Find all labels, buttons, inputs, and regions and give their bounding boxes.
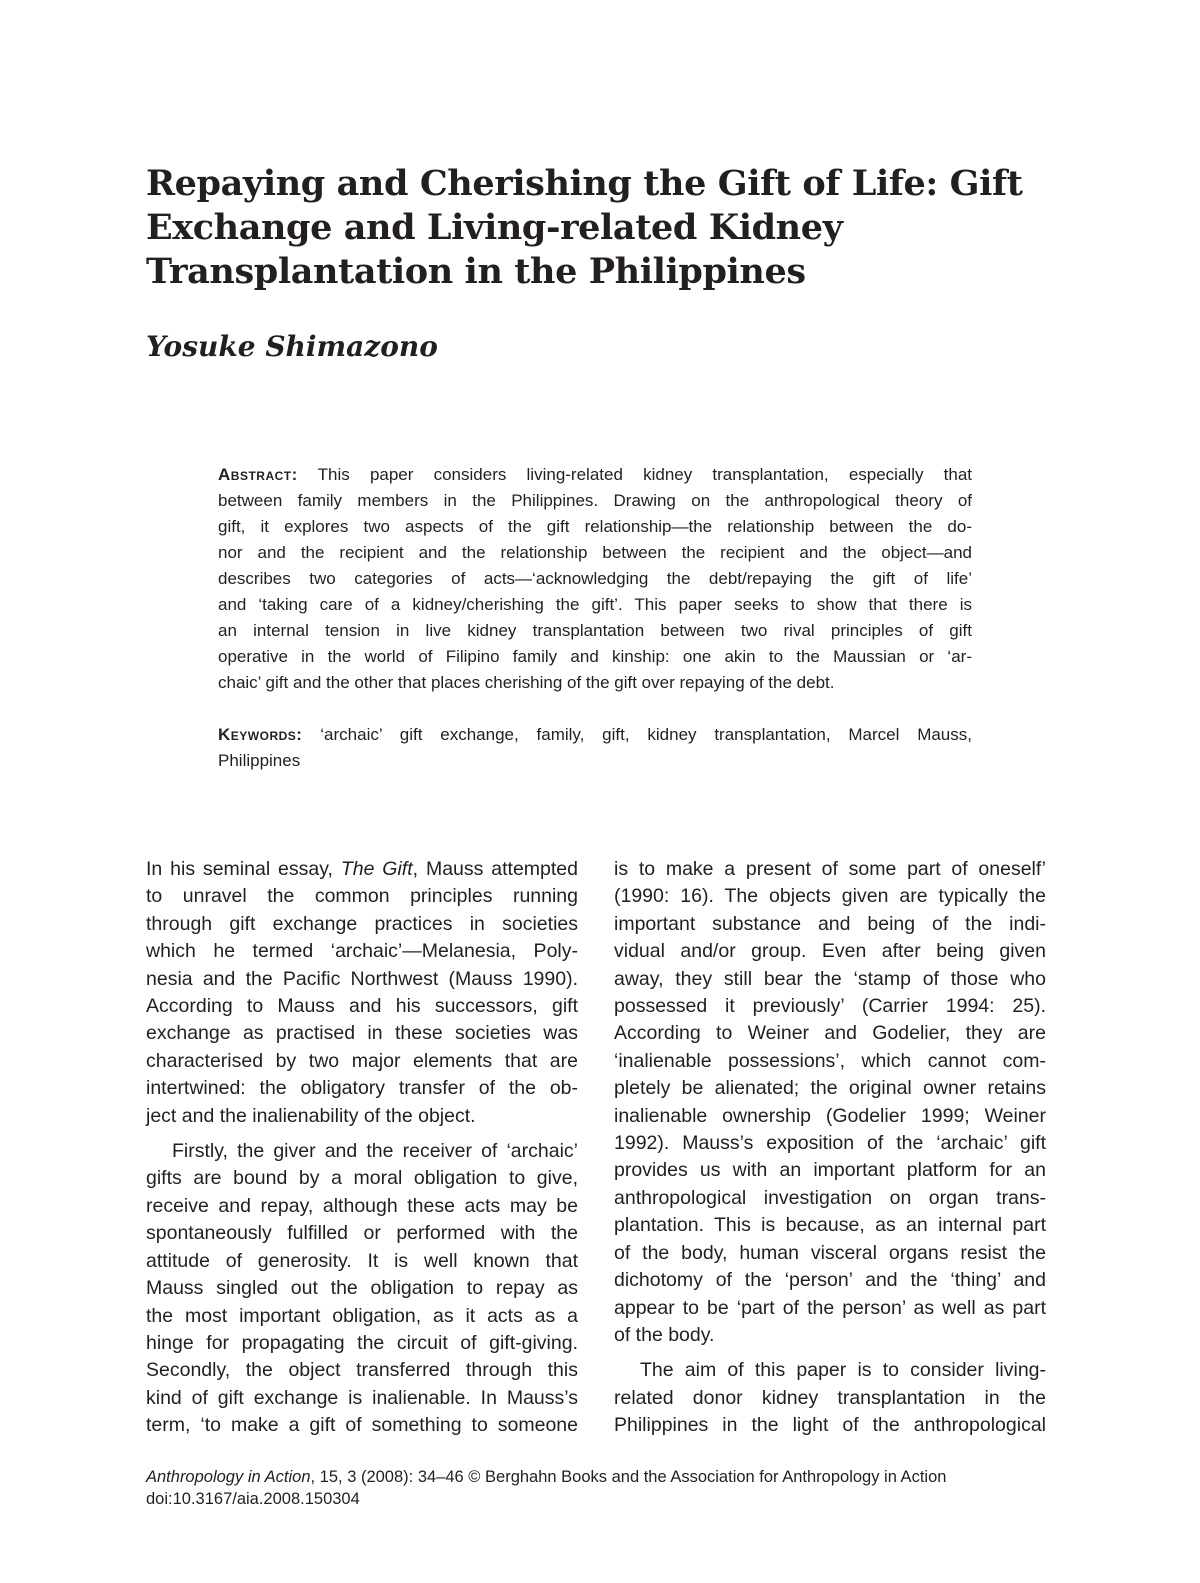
abstract-line: chaic’ gift and the other that places cherishing of the gift over repaying of the debt.	[218, 673, 835, 692]
keywords	[218, 722, 972, 774]
body-line: dichotomy of the ‘person’ and the ‘thing’ and	[614, 1269, 1046, 1292]
body-line: anthropological investigation on organ trans-	[614, 1186, 1046, 1209]
paragraph-gap	[146, 1130, 578, 1138]
body-line: vidual and/or group. Even after being given	[614, 940, 1046, 963]
body-column-left	[146, 856, 578, 1440]
body-line: inalienable ownership (Godelier 1999; Weiner	[614, 1104, 1046, 1127]
doi: doi:10.3167/aia.2008.150304	[146, 1490, 360, 1508]
body-line: (1990: 16). The objects given are typically the	[614, 885, 1046, 908]
abstract-text: This paper considers living-related kidney transplantation, especially that	[317, 465, 972, 484]
body-line: Secondly, the object transferred through this	[146, 1359, 578, 1382]
title-line: Exchange and Living-related Kidney	[146, 207, 843, 248]
body-line: Firstly, the giver and the receiver of ‘archaic’	[172, 1140, 578, 1163]
abstract-line: nor and the recipient and the relationship between the recipient and the object—and	[218, 543, 972, 562]
body-line: is to make a present of some part of oneself’	[614, 858, 1046, 880]
body-text: In his seminal essay,	[146, 858, 341, 880]
body-line: The aim of this paper is to consider living-	[640, 1359, 1046, 1382]
body-line	[146, 856, 578, 883]
body-line: Philippines in the light of the anthropological	[614, 1414, 1046, 1437]
keywords-line: Philippines	[218, 751, 301, 770]
citation-line	[146, 1466, 1046, 1488]
body-line: term, ‘to make a gift of something to someone	[146, 1414, 578, 1437]
body-line: exchange as practised in these societies was	[146, 1022, 578, 1045]
body-line: which he termed ‘archaic’—Melanesia, Poly-	[146, 940, 578, 963]
abstract	[218, 462, 972, 696]
body-line: ‘inalienable possessions’, which cannot com-	[614, 1049, 1046, 1072]
article-title	[146, 162, 1046, 294]
keywords-line	[218, 722, 972, 748]
body-line: through gift exchange practices in societies	[146, 912, 578, 935]
keywords-label: Keywords:	[218, 725, 303, 744]
keywords-text: ‘archaic’ gift exchange, family, gift, kidney transplantation, Marcel Mauss,	[320, 725, 972, 744]
citation-text: , 15, 3 (2008): 34–46 © Berghahn Books and the Association for Anthropology in Action	[310, 1468, 947, 1486]
body-line: According to Mauss and his successors, gift	[146, 995, 578, 1018]
body-line: characterised by two major elements that are	[146, 1049, 578, 1072]
body-line: plantation. This is because, as an internal part	[614, 1214, 1046, 1237]
citation-footer	[146, 1466, 1046, 1510]
body-line: gifts are bound by a moral obligation to give,	[146, 1167, 578, 1190]
body-line: important substance and being of the indi-	[614, 912, 1046, 935]
body-line: of the body.	[614, 1323, 715, 1346]
body-line: spontaneously fulfilled or performed with the	[146, 1222, 578, 1245]
abstract-line	[218, 462, 972, 488]
body-line: kind of gift exchange is inalienable. In Mauss’s	[146, 1386, 578, 1409]
body-line: possessed it previously’ (Carrier 1994: 25).	[614, 995, 1046, 1018]
body-line: to unravel the common principles running	[146, 885, 578, 908]
body-line: 1992). Mauss’s exposition of the ‘archaic’ gift	[614, 1132, 1046, 1155]
body-line: According to Weiner and Godelier, they are	[614, 1022, 1046, 1045]
abstract-line: operative in the world of Filipino family and kinship: one akin to the Maussian or ‘ar-	[218, 647, 972, 666]
paragraph-gap	[614, 1349, 1046, 1357]
body-text: , Mauss attempted	[412, 858, 578, 880]
abstract-line: describes two categories of acts—‘acknowledging the debt/repaying the gift of life’	[218, 569, 972, 588]
body-line: related donor kidney transplantation in the	[614, 1386, 1046, 1409]
title-line: Repaying and Cherishing the Gift of Life: Gift	[146, 163, 1023, 204]
body-line: appear to be ‘part of the person’ as well as part	[614, 1296, 1046, 1319]
body-line: ject and the inalienability of the object.	[146, 1104, 476, 1127]
body-column-right	[614, 856, 1046, 1440]
body-line: receive and repay, although these acts may be	[146, 1194, 578, 1217]
body-line: provides us with an important platform for an	[614, 1159, 1046, 1182]
abstract-label: Abstract:	[218, 465, 298, 484]
body-line: the most important obligation, as it acts as a	[146, 1304, 578, 1327]
body-line: pletely be alienated; the original owner retains	[614, 1077, 1046, 1100]
body-line: hinge for propagating the circuit of gift-giving.	[146, 1331, 578, 1354]
body-line: away, they still bear the ‘stamp of those who	[614, 967, 1046, 990]
abstract-line: and ‘taking care of a kidney/cherishing the gift’. This paper seeks to show that there is	[218, 595, 972, 614]
work-title: The Gift	[340, 858, 413, 880]
author-name: Yosuke Shimazono	[146, 330, 438, 363]
abstract-line: gift, it explores two aspects of the gift relationship—the relationship between the do-	[218, 517, 972, 536]
abstract-line: an internal tension in live kidney transplantation between two rival principles of gift	[218, 621, 972, 640]
body-line: attitude of generosity. It is well known that	[146, 1249, 578, 1272]
abstract-line: between family members in the Philippines. Drawing on the anthropological theory of	[218, 491, 972, 510]
title-line: Transplantation in the Philippines	[146, 251, 806, 292]
body-line: intertwined: the obligatory transfer of the ob-	[146, 1077, 578, 1100]
body-line: of the body, human visceral organs resist the	[614, 1241, 1046, 1264]
journal-name: Anthropology in Action	[146, 1468, 311, 1486]
body-line: nesia and the Pacific Northwest (Mauss 1990).	[146, 967, 578, 990]
body-line: Mauss singled out the obligation to repay as	[146, 1277, 578, 1300]
